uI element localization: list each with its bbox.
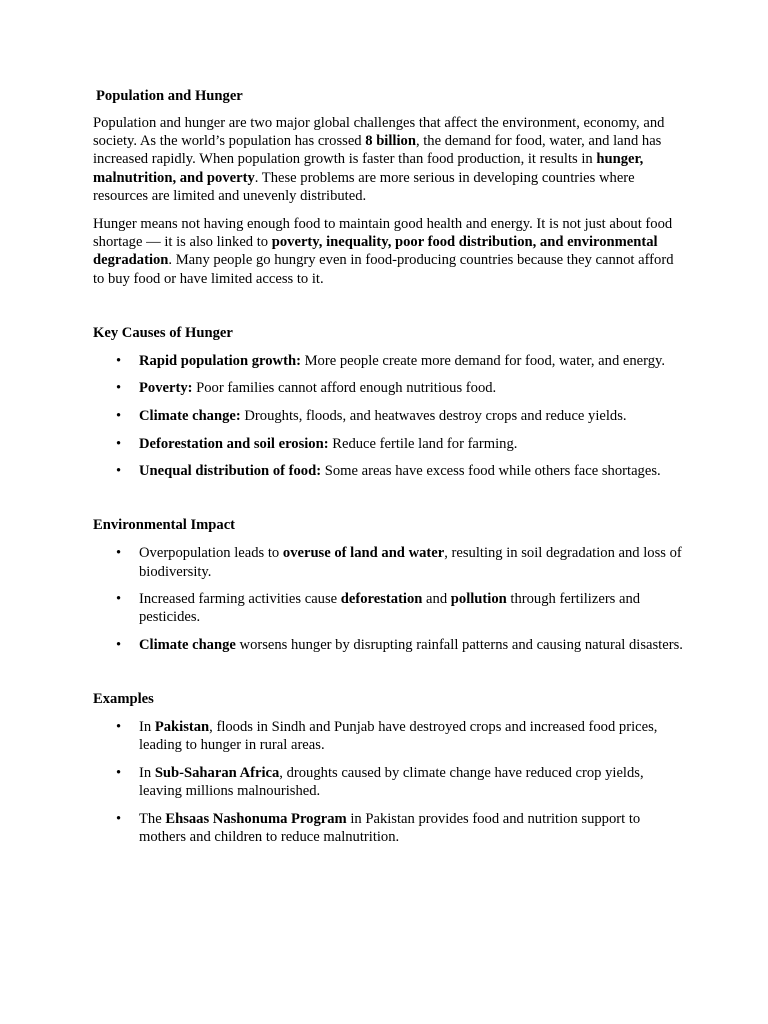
text-run: In	[139, 719, 155, 736]
bold-text-run: overuse of land and water	[282, 545, 445, 562]
text-run: Droughts, floods, and heatwaves destroy crops and reduce yields.	[240, 407, 627, 424]
section	[93, 516, 683, 654]
bold-text-run: poverty, inequality, poor food distribution, and environmental degradation	[93, 234, 658, 269]
text-run: Increased farming activities cause	[139, 591, 341, 608]
bold-text-run: Unequal distribution of food:	[139, 463, 322, 480]
bullet-list	[93, 544, 683, 654]
bullet-icon: •	[116, 591, 122, 608]
text-run: The	[139, 810, 166, 827]
list-item	[93, 718, 683, 755]
text-run: Overpopulation leads to	[139, 545, 283, 562]
text-run: , the demand for food, water, and land has increased rapidly. When population growth is faster than food production, it results in	[93, 133, 662, 168]
text-run: and	[422, 591, 451, 608]
list-item	[93, 352, 683, 370]
list-item	[93, 462, 683, 480]
bullet-icon: •	[116, 765, 122, 781]
bold-text-run: Rapid population growth:	[139, 352, 301, 369]
list-item	[93, 764, 683, 801]
text-run: Population and hunger are two major global challenges that affect the environment, economy, and society. As the world’s population has crossed	[93, 114, 665, 150]
section	[93, 690, 683, 846]
list-item	[93, 379, 683, 397]
bullet-icon: •	[116, 637, 122, 654]
list-item	[93, 636, 683, 654]
list-item	[93, 407, 683, 425]
bold-text-run: Climate change:	[139, 407, 241, 424]
bold-text-run: Sub-Saharan Africa	[154, 765, 280, 781]
text-run: Some areas have excess food while others face shortages.	[321, 463, 661, 480]
text-run: . Many people go hungry even in food-producing countries because they cannot afford to buy food or have limited access to it.	[93, 252, 674, 287]
bullet-icon: •	[116, 435, 122, 452]
bold-text-run: Climate change	[139, 637, 236, 654]
list-item	[93, 810, 683, 847]
list-item	[93, 435, 683, 453]
text-run: in Pakistan provides food and nutrition support to mothers and children to reduce malnutrition.	[139, 810, 641, 846]
bullet-icon: •	[116, 380, 122, 397]
bold-text-run: 8 billion	[365, 133, 416, 150]
text-run: . These problems are more serious in developing countries where resources are limited and unevenly distributed.	[93, 169, 635, 204]
section-heading: Environmental Impact	[93, 517, 236, 534]
list-item	[93, 544, 683, 581]
intro-section	[93, 114, 683, 288]
bold-text-run: deforestation	[340, 591, 423, 608]
list-item	[93, 590, 683, 627]
bold-text-run: Ehsaas Nashonuma Program	[165, 810, 347, 827]
text-run: , droughts caused by climate change have reduced crop yields, leaving millions malnourished.	[139, 765, 644, 800]
text-run: Reduce fertile land for farming.	[328, 435, 518, 452]
bold-text-run: hunger, malnutrition, and poverty	[93, 151, 644, 186]
bullet-list	[93, 718, 683, 846]
bullet-icon: •	[116, 719, 122, 736]
section-heading: Key Causes of Hunger	[93, 324, 233, 341]
bullet-icon: •	[116, 352, 122, 369]
bullet-icon: •	[116, 545, 122, 562]
bold-text-run: pollution	[450, 591, 507, 608]
section	[93, 324, 683, 480]
bullet-icon: •	[116, 407, 122, 424]
text-run: Hunger means not having enough food to maintain good health and energy. It is not just about food shortage — it is also linked to	[93, 215, 673, 251]
section-heading: Examples	[93, 691, 154, 708]
text-run: In	[139, 765, 155, 781]
bullet-icon: •	[116, 463, 122, 480]
text-run: More people create more demand for food, water, and energy.	[300, 352, 666, 369]
bullet-list	[93, 352, 683, 481]
text-run: Poor families cannot afford enough nutritious food.	[192, 380, 497, 397]
text-run: , floods in Sindh and Punjab have destroyed crops and increased food prices, leading to hunger in rural areas.	[139, 719, 658, 754]
text-run: through fertilizers and pesticides.	[139, 591, 641, 626]
bullet-icon: •	[116, 810, 122, 827]
intro-paragraph	[93, 114, 683, 205]
text-run: , resulting in soil degradation and loss of biodiversity.	[139, 545, 682, 580]
intro-paragraph	[93, 215, 683, 288]
bold-text-run: Pakistan	[154, 719, 210, 736]
bold-text-run: Deforestation and soil erosion:	[139, 435, 329, 452]
sections-container	[93, 324, 683, 847]
document-title: Population and Hunger	[96, 88, 243, 104]
bold-text-run: Poverty:	[139, 380, 193, 397]
text-run: worsens hunger by disrupting rainfall patterns and causing natural disasters.	[235, 637, 683, 654]
document-page	[93, 87, 683, 856]
